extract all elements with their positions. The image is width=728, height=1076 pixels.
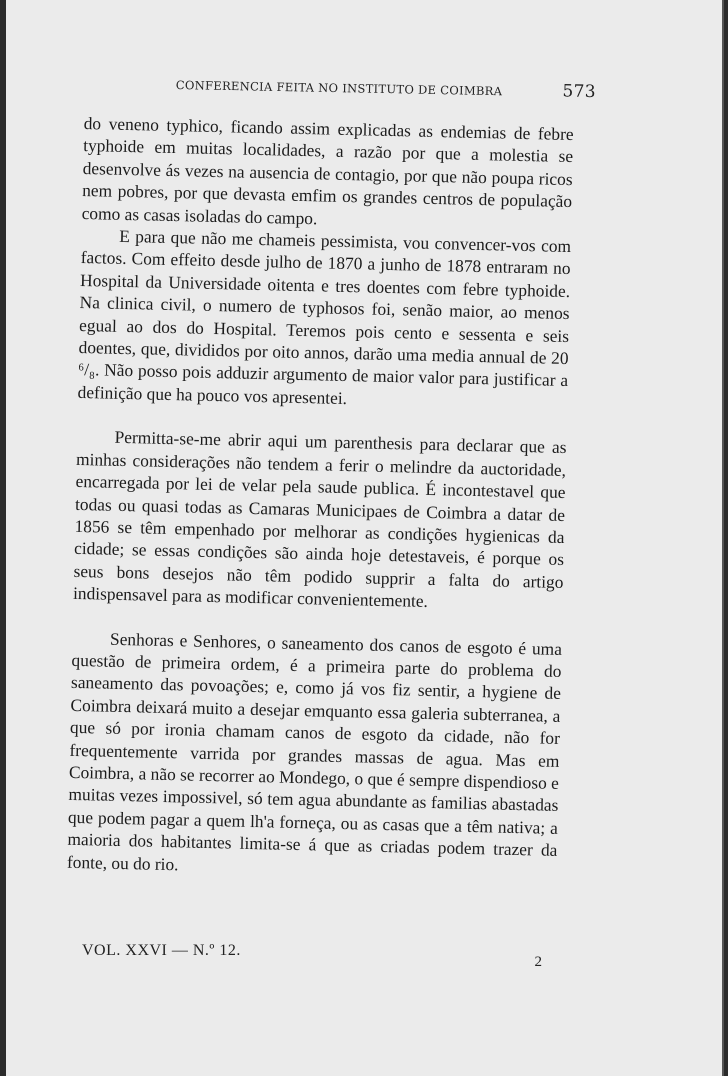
volume-number: VOL. XXVI — N.º 12.: [82, 942, 241, 959]
paragraph-4: Senhoras e Senhores, o saneamento dos canos de esgoto é uma questão de primeira ordem, é a primeira parte do problema do saneamento das povoações; e, como já vos fiz sentir, a hygiene de Coimbra deixará muito a desejar emquanto essa galeria subterranea, a que só por ironia chamam canos de esgoto da cidade, não for frequentemente varrida por grandes massas de agua. Mas em Coimbra, a não se recorrer ao Mondego, o que é sempre dispendioso e muitas vezes impossivel, só tem agua abundante as familias abastadas que podem pagar a quem lh'a forneça, ou as casas que a têm nativa; a maioria dos habitantes limita-se á que as criadas podem trazer da fonte, ou do rio.: [66, 628, 563, 874]
running-title: CONFERENCIA FEITA NO INSTITUTO DE COIMBRA: [175, 78, 503, 99]
paragraph-2: E para que não me chameis pessimista, vou convencer-vos com factos. Com effeito desde julho de 1870 a junho de 1878 entraram no Hospital da Universidade oitenta e tres doentes com febre typhoide. Na clinica civil, o numero de typhosos foi, senão maior, ao menos egual ao dos do Hospital. Teremos pois cento e sessenta e seis doentes, que, divididos por oito annos, darão uma media annual de 20 ⁶/₈. Não posso pois adduzir argumento de maior valor para justificar a definição que ha pouco vos apresentei.: [77, 225, 572, 408]
signature-mark: 2: [534, 954, 542, 970]
running-header: [175, 78, 596, 103]
body-text: [67, 112, 574, 884]
paragraph-1: do veneno typhico, ficando assim explicadas as endemias de febre typhoide em muitas localidades, a razão por que a molestia se desenvolve ás vezes na ausencia de contagio, por que não poupa ricos nem pobres, por que devasta emfim os grandes centros de população como as casas isoladas do campo.: [81, 112, 574, 228]
document-page: [6, 0, 724, 1076]
page-footer: [82, 942, 542, 970]
paragraph-3: Permitta-se-me abrir aqui um parenthesis para declarar que as minhas considerações não tendem a ferir o melindre da auctoridade, encarregada por lei de velar pela saude publica. É incontestavel que todas ou quasi todas as Camaras Municipaes de Coimbra a datar de 1856 se têm empenhado por melhorar as condições hygienicas da cidade; se essas condições são ainda hoje detestaveis, é porque os seus bons desejos não têm podido supprir a falta do artigo indispensavel para as modificar convenientemente.: [72, 427, 567, 612]
page-number: 573: [562, 81, 596, 103]
